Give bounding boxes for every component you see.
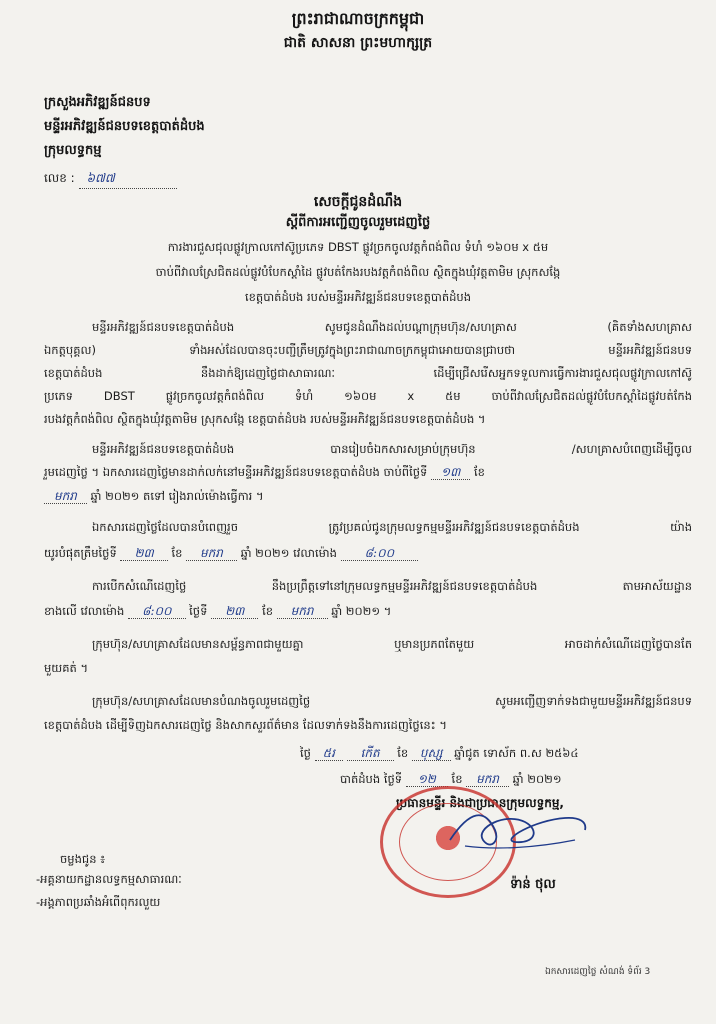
- handwritten-time: ៨:០០: [128, 604, 186, 619]
- handwritten-lunar-month: បុស្ស: [412, 746, 451, 761]
- month-label: ខែ: [473, 465, 485, 479]
- paragraph2-text: រួមដេញថ្លៃ ។ ឯកសារដេញថ្លៃមានដាក់លក់នៅមន្ទីរអភិវឌ្ឍន៍ជនបទខេត្តបាត់ដំបង ចាប់ពីថ្ងៃទី: [44, 465, 428, 479]
- signatory-title: ប្រធានមន្ទីរ និងជាប្រធានក្រុមលទ្ធកម្ម,: [396, 796, 564, 810]
- day-label: ថ្ងៃទី: [189, 604, 208, 618]
- signatory-name: ទ៉ាន់ ថុល: [510, 877, 556, 892]
- handwritten-day: ១២: [406, 772, 448, 787]
- year-label: ឆ្នាំ ២០២១: [512, 772, 562, 786]
- year-label: ឆ្នាំ ២០២១ វេលាម៉ោង: [240, 546, 337, 560]
- reference-line: [44, 170, 177, 189]
- paragraph4-text: ខាងលើ វេលាម៉ោង: [44, 604, 125, 618]
- handwritten-month: មករា: [466, 772, 509, 787]
- paragraph1-line: ខេត្តបាត់ដំបង នឹងដាក់ឱ្យដេញថ្លៃជាសាធារណៈ ដើម្បីជ្រើសរើសអ្នកទទួលការធ្វើការងារជួសជុលផ្លូវក្រាលកៅស៊ូ: [44, 366, 692, 380]
- project-line-1: ការងារជួសជុលផ្លូវក្រាលកៅស៊ូប្រភេទ DBST ផ្លូវច្រកចូលវត្តកំពង់ពិល ទំហំ ១៦០ម x ៥ម: [167, 240, 549, 254]
- signature-icon: [445, 800, 595, 860]
- handwritten-month: មករា: [44, 489, 87, 504]
- cc-item: -អគ្គនាយកដ្ឋានលទ្ធកម្មសាធារណៈ: [36, 872, 182, 886]
- paragraph2-line: [44, 465, 485, 480]
- department-name: មន្ទីរអភិវឌ្ឍន៍ជនបទខេត្តបាត់ដំបង: [44, 119, 205, 134]
- paragraph4-line: ការបើកសំណើដេញថ្លៃ នឹងប្រព្រឹត្តទៅនៅក្រុមលទ្ធកម្មមន្ទីរអភិវឌ្ឍន៍ជនបទខេត្តបាត់ដំបង តាមអាស័យដ្ឋាន: [92, 579, 692, 593]
- lunar-year: ឆ្នាំជូត ទោស័ក ព.ស ២៥៦៤: [454, 746, 579, 760]
- paragraph5-line: មួយគត់ ។: [44, 661, 89, 675]
- paragraph1-line: មន្ទីរអភិវឌ្ឍន៍ជនបទខេត្តបាត់ដំបង សូមជូនដំណឹងដល់បណ្តាក្រុមហ៊ុន/សហគ្រាស (គិតទាំងសហគ្រាស: [92, 320, 692, 334]
- paragraph2-text: ឆ្នាំ ២០២១ តទៅ រៀងរាល់ម៉ោងធ្វើការ ។: [90, 489, 264, 503]
- office-name: ក្រុមលទ្ធកម្ម: [44, 143, 102, 158]
- kingdom-heading: ព្រះរាជាណាចក្រកម្ពុជា: [291, 9, 425, 28]
- paragraph1-line: របងវត្តកំពង់ពិល ស្ថិតក្នុងឃុំវត្តតាមិម ស្រុកសង្កែ ខេត្តបាត់ដំបង របស់មន្ទីរអភិវឌ្ឍន៍ជនបទខេត្តបាត់ដំបង ។: [44, 412, 486, 426]
- motto-heading: ជាតិ សាសនា ព្រះមហាក្សត្រ: [283, 35, 433, 51]
- project-line-3: ខេត្តបាត់ដំបង របស់មន្ទីរអភិវឌ្ឍន៍ជនបទខេត្តបាត់ដំបង: [244, 290, 472, 304]
- lunar-prefix: ថ្ងៃ: [300, 746, 311, 760]
- solar-date-line: [340, 772, 562, 787]
- cc-label: ចម្លងជូន ៖: [60, 852, 106, 866]
- notice-subtitle: ស្តីពីការអញ្ជើញចូលរួមដេញថ្លៃ: [285, 215, 431, 230]
- handwritten-day: ២៣: [211, 604, 258, 619]
- paragraph3-line: ឯកសារដេញថ្លៃដែលបានបំពេញរួច ត្រូវប្រគល់ជូនក្រុមលទ្ធកម្មមន្ទីរអភិវឌ្ឍន៍ជនបទខេត្តបាត់ដំបង យ៉ាង: [92, 520, 692, 534]
- reference-label: លេខ :: [44, 171, 75, 185]
- notice-title: សេចក្តីជូនដំណឹង: [313, 194, 403, 210]
- paragraph6-line: ក្រុមហ៊ុន/សហគ្រាសដែលមានបំណងចូលរួមដេញថ្លៃ សូមអញ្ជើញទាក់ទងជាមួយមន្ទីរអភិវឌ្ឍន៍ជនបទ: [92, 694, 692, 708]
- paragraph6-line: ខេត្តបាត់ដំបង ដើម្បីទិញឯកសារដេញថ្លៃ និងសាកសួរព័ត៌មាន ដែលទាក់ទងនឹងការដេញថ្លៃនេះ ។: [44, 718, 447, 732]
- paragraph2-line: មន្ទីរអភិវឌ្ឍន៍ជនបទខេត្តបាត់ដំបង បានរៀបចំឯកសារសម្រាប់ក្រុមហ៊ុន /សហគ្រាសបំពេញដើម្បីចូល: [92, 442, 692, 456]
- handwritten-time: ៨:០០: [341, 546, 419, 561]
- paragraph4-line: [44, 604, 391, 619]
- month-label: ខែ: [262, 604, 274, 618]
- day-label: ថ្ងៃទី: [383, 772, 403, 786]
- reference-number: ៦៧៧: [79, 170, 177, 189]
- paragraph3-line: [44, 546, 418, 561]
- month-label: ខែ: [171, 546, 183, 560]
- lunar-date-line: [300, 746, 579, 761]
- handwritten-lunar-phase: កើត: [347, 746, 394, 761]
- month-label: ខែ: [451, 772, 463, 786]
- paragraph3-text: យូរបំផុតត្រឹមថ្ងៃទី: [44, 546, 117, 560]
- place-name: បាត់ដំបង: [340, 772, 381, 786]
- handwritten-month: មករា: [277, 604, 328, 619]
- project-line-2: ចាប់ពីវាលស្រែជិតដល់ផ្លូវបំបែកស្តាំដៃ ផ្លូវបត់កែងរបងវត្តកំពង់ពិល ស្ថិតក្នុងឃុំវត្តតាមិម ស្រុកសង្កែ: [155, 265, 561, 279]
- handwritten-day: ១៣: [431, 465, 470, 480]
- paragraph5-line: ក្រុមហ៊ុន/សហគ្រាសដែលមានសម្ព័ន្ធភាពជាមួយគ្នា ឬមានប្រភពតែមួយ អាចដាក់សំណើដេញថ្លៃបានតែ: [92, 637, 692, 651]
- handwritten-lunar-day: ៥រ: [315, 746, 343, 761]
- ministry-name: ក្រសួងអភិវឌ្ឍន៍ជនបទ: [44, 95, 151, 110]
- year-label: ឆ្នាំ ២០២១ ។: [331, 604, 392, 618]
- paragraph2-line: [44, 489, 264, 504]
- page-footer: ឯកសារដេញថ្លៃ សំណង់ ទំព័រ 3: [545, 967, 651, 977]
- cc-item: -អង្គភាពប្រឆាំងអំពើពុករលួយ: [36, 895, 161, 909]
- handwritten-month: មករា: [186, 546, 237, 561]
- month-label: ខែ: [397, 746, 409, 760]
- paragraph1-line: ឯកត្តបុគ្គល) ទាំងអស់ដែលបានចុះបញ្ជីត្រឹមត្រូវក្នុងព្រះរាជាណាចក្រកម្ពុជាអោយបានជ្រាបថា មន្ទីរអភិវឌ្ឍន៍ជនបទ: [44, 343, 692, 357]
- handwritten-day: ២៣: [120, 546, 167, 561]
- paragraph1-line: ប្រភេទ DBST ផ្លូវច្រកចូលវត្តកំពង់ពិល ទំហំ ១៦០ម x ៥ម ចាប់ពីវាលស្រែជិតដល់ផ្លូវបំបែកស្តាំដៃផ្លូវបត់កែង: [44, 389, 692, 403]
